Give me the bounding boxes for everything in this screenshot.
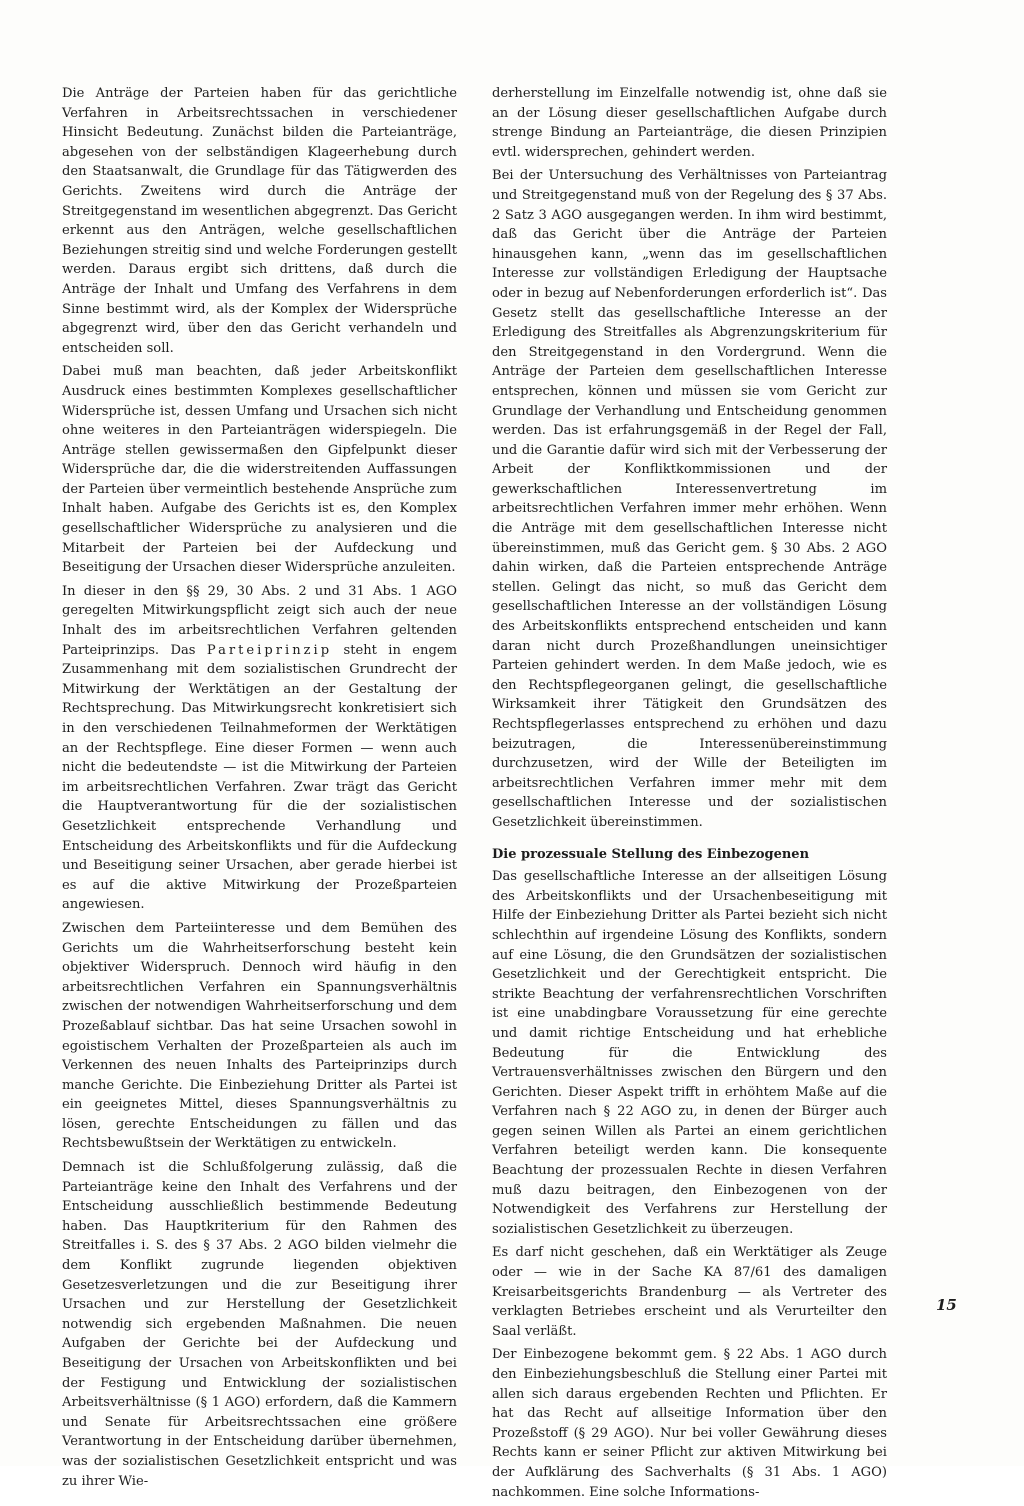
paragraph: derherstellung im Einzelfalle notwendig ist, ohne daß sie an der Lösung dieser gesellschaftlichen Aufgabe durch strenge Bindung an Parteianträge, die diesen Prinzipien evtl. widersprechen, gehindert werden. <box>492 86 887 160</box>
text-segment: steht in engem Zusammenhang mit dem sozialistischen Grundrecht der Mitwirkung der Werktätigen an der Gestaltung der Rechtsprechung. Das Mitwirkungsrecht konkretisiert sich in den verschiedenen Teilnahmeformen der Werktätigen an der Rechtspflege. Eine dieser Formen — wenn auch nicht die bedeutendste — ist die Mitwirkung der Parteien im arbeitsrechtlichen Verfahren. Zwar trägt das Gericht die Hauptverantwortung für die der sozialistischen Gesetzlichkeit entsprechende Verhandlung und Entscheidung des Arbeitskonflikts und für die Aufdeckung und Beseitigung seiner Ursachen, aber gerade hierbei ist es auf die aktive Mitwirkung der Prozeßparteien angewiesen. <box>62 642 457 913</box>
paragraph-parteiprinzip <box>62 582 457 915</box>
page-number: 15 <box>936 1296 957 1314</box>
left-column <box>62 84 457 1495</box>
paragraph: Der Einbezogene bekommt gem. § 22 Abs. 1 AGO durch den Einbeziehungsbeschluß die Stellung einer Partei mit allen sich daraus ergebenden Rechten und Pflichten. Er hat das Recht auf allseitige Information über den Prozeßstoff (§ 29 AGO). Nur bei voller Gewährung dieses Rechts kann er seiner Pflicht zur aktiven Mitwirkung bei der Aufklärung des Sachverhalts (§ 31 Abs. 1 AGO) nachkommen. Eine solche Informations- <box>492 1347 887 1500</box>
paragraph: Das gesellschaftliche Interesse an der allseitigen Lösung des Arbeitskonflikts und der Ursachenbeseitigung mit Hilfe der Einbeziehung Dritter als Partei bezieht sich nicht schlechthin auf irgendeine Lösung des Konflikts, sondern auf eine Lösung, die den Grundsätzen der sozialistischen Gesetzlichkeit und der Gerechtigkeit entspricht. Die strikte Beachtung der verfahrensrechtlichen Vorschriften ist eine unabdingbare Voraussetzung für eine gerechte und damit richtige Entscheidung und hat erhebliche Bedeutung für die Entwicklung des Vertrauensverhältnisses zwischen den Bürgern und den Gerichten. Dieser Aspekt trifft in erhöhtem Maße auf die Verfahren nach § 22 AGO zu, in denen der Bürger auch gegen seinen Willen als Partei an einem gerichtlichen Verfahren beteiligt werden kann. Die konsequente Beachtung der prozessualen Rechte in diesen Verfahren muß dazu beitragen, den Einbezogenen von der Notwendigkeit des Verfahrens zur Herstellung der sozialistischen Gesetzlichkeit zu überzeugen. <box>492 869 887 1237</box>
section-heading: Die prozessuale Stellung des Einbezogenen <box>492 846 810 862</box>
paragraph: Es darf nicht geschehen, daß ein Werktätiger als Zeuge oder — wie in der Sache KA 87/61 des damaligen Kreisarbeitsgerichts Brandenburg — als Vertreter des verklagten Betriebes erscheint und als Verurteilter den Saal verläßt. <box>492 1245 887 1339</box>
paragraph: Zwischen dem Parteiinteresse und dem Bemühen des Gerichts um die Wahrheitserforschung besteht kein objektiver Widerspruch. Dennoch wird häufig in den arbeitsrechtlichen Verfahren ein Spannungsverhältnis zwischen der notwendigen Wahrheitserforschung und dem Prozeßablauf sichtbar. Das hat seine Ursachen sowohl in egoistischem Verhalten der Prozeßparteien als auch im Verkennen des neuen Inhalts des Parteiprinzips durch manche Gerichte. Die Einbeziehung Dritter als Partei ist ein geeignetes Mittel, dieses Spannungsverhältnis zu lösen, gerechte Entscheidungen zu fällen und das Rechtsbewußtsein der Werktätigen zu entwickeln. <box>62 920 457 1152</box>
emphasized-term: Parteiprinzip <box>206 642 333 658</box>
paragraph: Die Anträge der Parteien haben für das gerichtliche Verfahren in Arbeitsrechtssachen in verschiedener Hinsicht Bedeutung. Zunächst bilden die Parteianträge, abgesehen von der selbständigen Klageerhebung durch den Staatsanwalt, die Grundlage für das Tätigwerden des Gerichts. Zweitens wird durch die Anträge der Streitgegenstand im wesentlichen abgegrenzt. Das Gericht erkennt aus den Anträgen, welche gesellschaftlichen Beziehungen streitig sind und welche Forderungen gestellt werden. Daraus ergibt sich drittens, daß durch die Anträge der Inhalt und Umfang des Verfahrens in dem Sinne bestimmt wird, als der Komplex der Widersprüche abgegrenzt wird, über den das Gericht verhandeln und entscheiden soll. <box>62 86 457 356</box>
paragraph: Dabei muß man beachten, daß jeder Arbeitskonflikt Ausdruck eines bestimmten Komplexes gesellschaftlicher Widersprüche ist, dessen Umfang und Ursachen sich nicht ohne weiteres in den Parteianträgen widerspiegeln. Die Anträge stellen gewissermaßen den Gipfelpunkt dieser Widersprüche dar, die die widerstreitenden Auffassungen der Parteien über vermeintlich bestehende Ansprüche zum Inhalt haben. Aufgabe des Gerichts ist es, den Komplex gesellschaftlicher Widersprüche zu analysieren und die Mitarbeit der Parteien bei der Aufdeckung und Beseitigung der Ursachen dieser Widersprüche anzuleiten. <box>62 364 457 576</box>
paragraph: Bei der Untersuchung des Verhältnisses von Parteiantrag und Streitgegenstand muß von der Regelung des § 37 Abs. 2 Satz 3 AGO ausgegangen werden. In ihm wird bestimmt, daß das Gericht über die Anträge der Parteien hinausgehen kann, „wenn das im gesellschaftlichen Interesse zur vollständigen Erledigung der Hauptsache oder in bezug auf Nebenforderungen erforderlich ist“. Das Gesetz stellt das gesellschaftliche Interesse an der Erledigung des Streitfalles als Abgrenzungskriterium für den Streitgegenstand in den Vordergrund. Wenn die Anträge der Parteien dem gesellschaftlichen Interesse entsprechen, können und müssen sie vom Gericht zur Grundlage der Verhandlung und Entscheidung genommen werden. Das ist erfahrungsgemäß in der Regel der Fall, und die Garantie dafür wird sich mit der Verbesserung der Arbeit der Konfliktkommissionen und der gewerkschaftlichen Interessenvertretung im arbeitsrechtlichen Verfahren immer mehr erhöhen. Wenn die Anträge mit dem gesellschaftlichen Interesse nicht übereinstimmen, muß das Gericht gem. § 30 Abs. 2 AGO dahin wirken, daß die Parteien entsprechende Anträge stellen. Gelingt das nicht, so muß das Gericht dem gesellschaftlichen Interesse an der vollständigen Lösung des Arbeitskonflikts entsprechend entscheiden und kann daran nicht durch Prozeßhandlungen uneinsichtiger Parteien gehindert werden. In dem Maße jedoch, wie es den Rechtspflegeorganen gelingt, die gesellschaftliche Wirksamkeit ihrer Tätigkeit den Grundsätzen des Rechtspflegerlasses entsprechend zu erhöhen und dazu beizutragen, die Interessenübereinstimmung durchzusetzen, wird der Wille der Beteiligten im arbeitsrechtlichen Verfahren immer mehr mit dem gesellschaftlichen Interesse und der sozialistischen Gesetzlichkeit übereinstimmen. <box>492 168 887 830</box>
text-segment: In dieser in den §§ 29, 30 Abs. 2 und 31 Abs. 1 AGO geregelten Mitwirkungspflicht zeigt sich auch der neue Inhalt des im arbeitsrechtlichen Verfahren geltenden Parteiprinzips. Das <box>62 583 457 658</box>
right-column <box>492 84 887 1506</box>
paragraph: Demnach ist die Schlußfolgerung zulässig, daß die Parteianträge keine den Inhalt des Verfahrens und der Entscheidung ausschließlich bestimmende Bedeutung haben. Das Hauptkriterium für den Rahmen des Streitfalles i. S. des § 37 Abs. 2 AGO bilden vielmehr die dem Konflikt zugrunde liegenden objektiven Gesetzesverletzungen und die zur Beseitigung ihrer Ursachen und zur Herstellung der Gesetzlichkeit notwendig sich ergebenden Maßnahmen. Die neuen Aufgaben der Gerichte bei der Aufdeckung und Beseitigung der Ursachen von Arbeitskonflikten und bei der Festigung und Entwicklung der sozialistischen Arbeitsverhältnisse (§ 1 AGO) erfordern, daß die Kammern und Senate für Arbeitsrechtssachen eine größere Verantwortung in der Entscheidung darüber übernehmen, was der sozialistischen Gesetzlichkeit entspricht und was zu ihrer Wie- <box>62 1160 457 1489</box>
